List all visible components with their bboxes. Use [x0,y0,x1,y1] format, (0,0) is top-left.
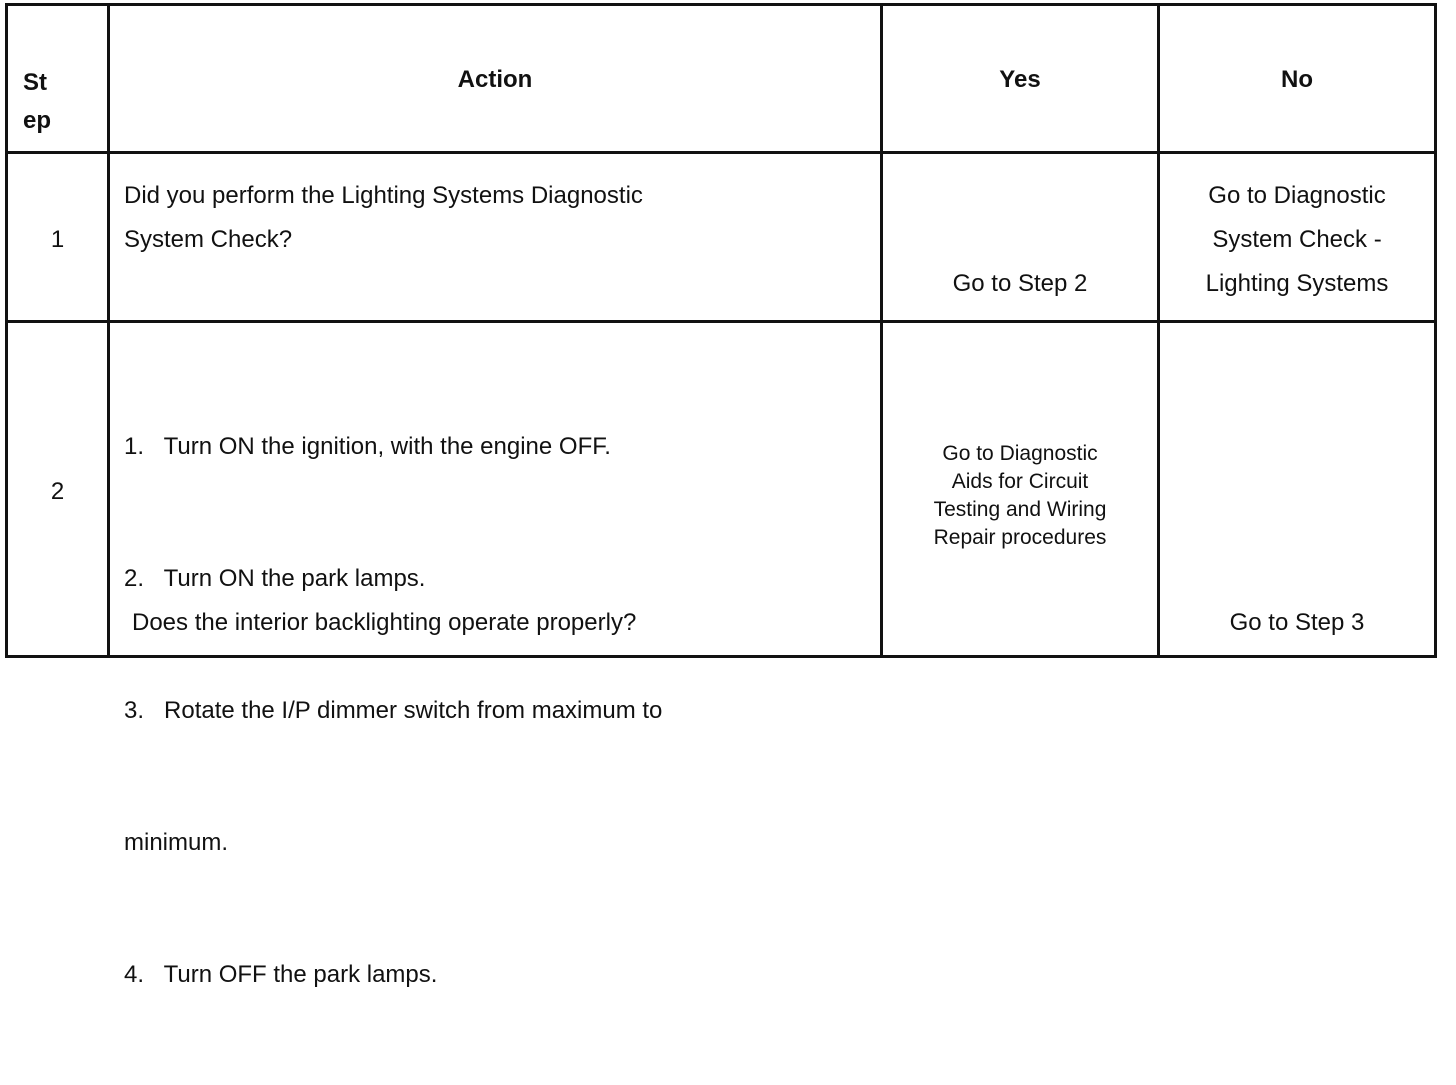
row1-action [124,174,643,262]
row2-step: 2 [50,478,65,505]
header-yes: Yes [999,66,1041,93]
action-item: 4. Turn OFF the park lamps. [124,961,438,988]
action-item: minimum. [124,829,229,856]
no-line: System Check - [1212,226,1382,253]
row1-yes: Go to Step 2 [952,270,1088,297]
row1-no [1160,174,1434,306]
column-divider [880,6,883,655]
no-line: Lighting Systems [1205,270,1389,297]
action-item: 3. Rotate the I/P dimmer switch from maximum to [124,697,663,724]
row2-question: Does the interior backlighting operate properly? [132,609,637,636]
row-divider [8,151,1434,154]
yes-line: Aids for Circuit [951,470,1089,493]
yes-line: Testing and Wiring [933,498,1107,521]
row1-step: 1 [50,226,65,253]
row2-no: Go to Step 3 [1229,609,1365,636]
yes-line: Go to Diagnostic [942,442,1098,465]
action-item: 2. Turn ON the park lamps. [124,565,426,592]
diagnostic-table [5,3,1437,988]
column-divider [1157,6,1160,655]
header-action: Action [457,66,533,93]
yes-line: Repair procedures [933,526,1107,549]
column-divider [107,6,110,655]
header-no: No [1281,66,1313,93]
row2-action-list [124,337,662,1085]
action-line: Did you perform the Lighting Systems Diagnostic [124,182,643,209]
header-step: St ep [23,69,52,134]
no-line: Go to Diagnostic [1208,182,1386,209]
action-line: System Check? [124,226,293,253]
row2-yes [883,440,1157,552]
action-item: 1. Turn ON the ignition, with the engine OFF. [124,433,611,460]
row-divider [8,320,1434,323]
